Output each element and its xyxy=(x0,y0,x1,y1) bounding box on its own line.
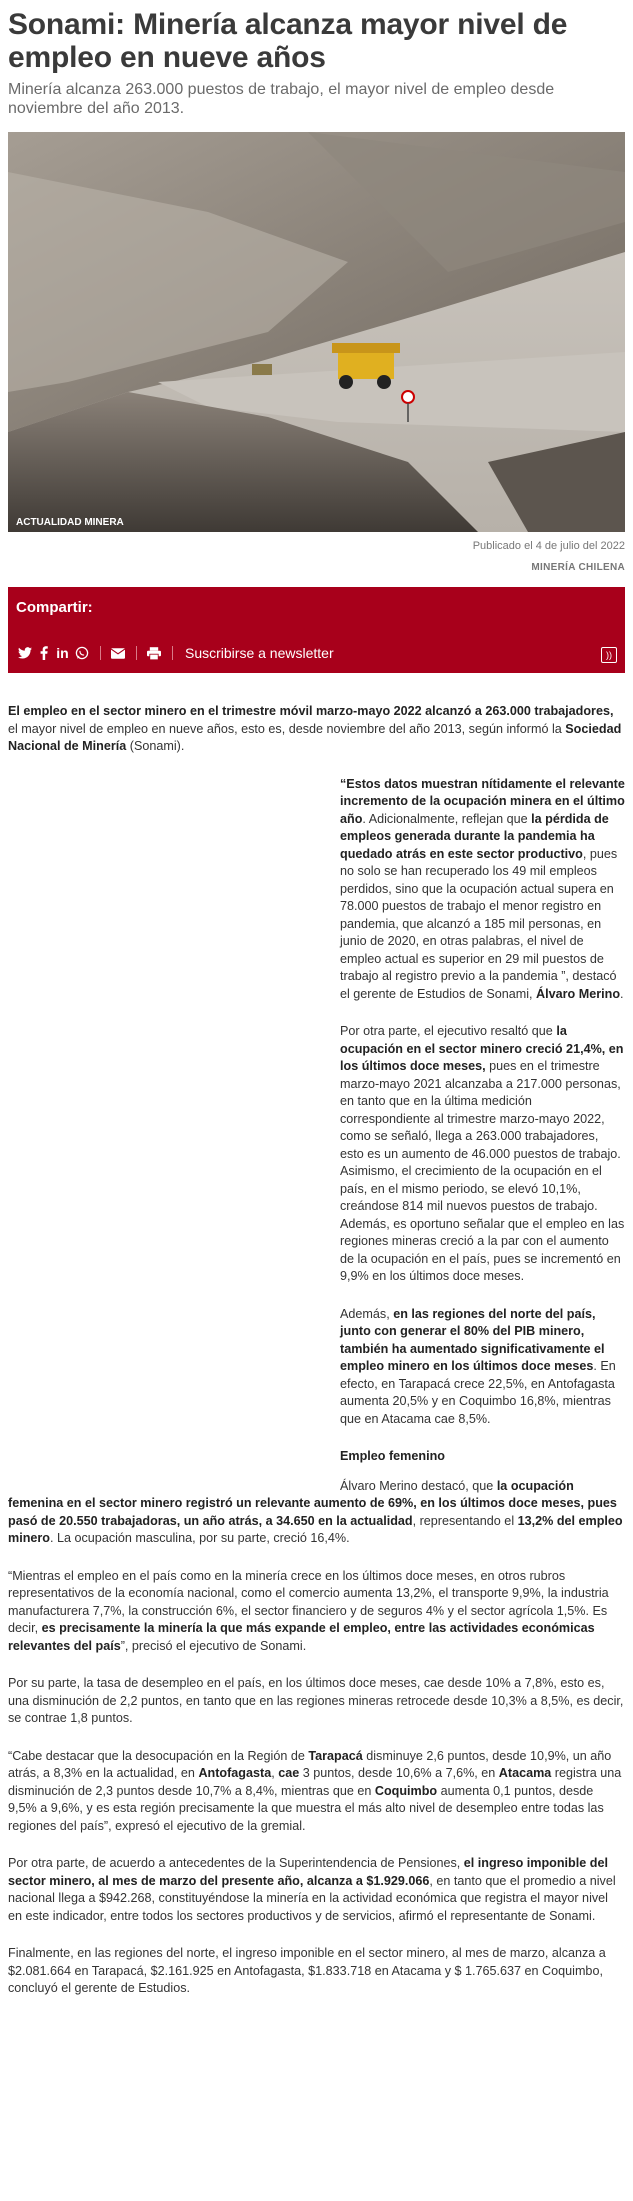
subheading-empleo-femenino: Empleo femenino xyxy=(340,1449,445,1463)
rss-icon[interactable]: )) xyxy=(601,647,617,663)
article-body xyxy=(0,703,633,1998)
publish-date: Publicado el 4 de julio del 2022 xyxy=(472,540,625,552)
paragraph-1: El empleo en el sector minero en el trimestre móvil marzo-mayo 2022 alcanzó a 263.000 trabajadores, el mayor nivel de empleo en nueve años, esto es, desde noviembre del año 2013, según informó la Sociedad Nacional de Minería (Sonami). xyxy=(8,704,622,753)
paragraph-5: Álvaro Merino destacó, que la ocupación femenina en el sector minero registró un relevante aumento de 69%, en los últimos doce meses, pues pasó de 20.550 trabajadoras, un año atrás, a 34.650 en la actualidad, representando el 13,2% del empleo minero. La ocupación masculina, por su parte, creció 16,4%. xyxy=(8,1478,623,1545)
share-title: Compartir: xyxy=(16,599,93,616)
share-divider xyxy=(100,646,101,660)
paragraph-3: Por otra parte, el ejecutivo resaltó que la ocupación en el sector minero creció 21,4%, en los últimos doce meses, pues en el trimestre marzo-mayo 2021 alcanzaba a 217.000 personas, en tanto que en la última medición correspondiente al trimestre marzo-mayo 2022, como se señaló, llega a 263.000 trabajadores, esto es un aumento de 46.000 puestos de trabajo. Asimismo, el crecimiento de la ocupación en el país, en el mismo periodo, se elevó 10,1%, creándose 814 mil nuevos puestos de trabajo. Además, es oportuno señalar que el empleo en las regiones mineras creció a la par con el aumento de la ocupación en el país, pues se incrementó en 9,9% en los últimos doce meses. xyxy=(340,1024,625,1283)
newsletter-link[interactable]: Suscribirse a newsletter xyxy=(185,645,334,661)
section-link[interactable]: MINERÍA CHILENA xyxy=(531,562,625,573)
article-subtitle: Minería alcanza 263.000 puestos de trabajo, el mayor nivel de empleo desde noviembre del año 2013. xyxy=(8,81,555,117)
facebook-icon[interactable] xyxy=(35,646,52,660)
linkedin-icon[interactable]: in xyxy=(56,645,69,661)
article-title: Sonami: Minería alcanza mayor nivel de empleo en nueve años xyxy=(8,8,568,74)
hero-image xyxy=(8,132,625,532)
twitter-icon[interactable] xyxy=(16,647,33,659)
share-divider xyxy=(136,646,137,660)
paragraph-9: Por otra parte, de acuerdo a antecedentes de la Superintendencia de Pensiones, el ingreso imponible del sector minero, al mes de marzo del presente año, alcanza a $1.929.066, en tanto que el promedio a nivel nacional llega a $942.268, constituyéndose la minería en la actividad económica que registra el mayor nivel en este indicador, entre todos los sectores productivos y de servicios, afirmó el representante de Sonami. xyxy=(8,1856,616,1923)
share-actions xyxy=(16,645,334,661)
print-icon[interactable] xyxy=(145,647,162,660)
paragraph-2: “Estos datos muestran nítidamente el relevante incremento de la ocupación minera en el último año. Adicionalmente, reflejan que la pérdida de empleos generada durante la pandemia ha quedado atrás en este sector productivo, pues no solo se han recuperado los 49 mil empleos perdidos, sino que la ocupación actual supera en 78.000 puestos de trabajo el menor registro en pandemia, que alcanzó a 185 mil personas, en junio de 2020, en otras palabras, el nivel de empleo actual es superior en 29 mil puestos de trabajo al registro previo a la pandemia ”, destacó el gerente de Estudios de Sonami, Álvaro Merino. xyxy=(340,776,625,1001)
paragraph-6: “Mientras el empleo en el país como en la minería crece en los últimos doce meses, en otros rubros representativos de la economía nacional, como el comercio aumenta 13,2%, el transporte 9,9%, la industria manufacturera 7,7%, la construcción 6%, el sector financiero y de seguros 4% y el sector agrícola 1,5%. Es decir, es precisamente la minería la que más expande el empleo, entre las actividades económicas relevantes del país”, precisó el ejecutivo de Sonami. xyxy=(8,1568,609,1653)
whatsapp-icon[interactable] xyxy=(73,646,90,660)
paragraph-10: Finalmente, en las regiones del norte, el ingreso imponible en el sector minero, al mes de marzo, alcanza a $2.081.664 en Tarapacá, $2.161.925 en Antofagasta, $1.833.718 en Atacama y $ 1.765.637 en Coquimbo, concluyó el gerente de Estudios. xyxy=(8,1946,606,1995)
paragraph-8: “Cabe destacar que la desocupación en la Región de Tarapacá disminuye 2,6 puntos, desde 10,9%, un año atrás, a 8,3% en la actualidad, en Antofagasta, cae 3 puntos, desde 10,6% a 7,6%, en Atacama registra una disminución de 2,3 puntos desde 10,7% a 8,4%, mientras que en Coquimbo aumenta 0,1 puntos, desde 9,5% a 9,6%, y es esta región precisamente la que muestra el más alto nivel de desempleo entre todas las regiones del país”, expresó el ejecutivo de la gremial. xyxy=(8,1748,622,1833)
paragraph-7: Por su parte, la tasa de desempleo en el país, en los últimos doce meses, cae desde 10% a 7,8%, esto es, una disminución de 2,2 puntos, en tanto que en las regiones mineras retrocede desde 10,3% a 8,5%, es decir, se contrae 1,8 puntos. xyxy=(8,1676,624,1725)
paragraph-4: Además, en las regiones del norte del país, junto con generar el 80% del PIB minero, también ha aumentado significativamente el empleo minero en los últimos doce meses. En efecto, en Tarapacá crece 22,5%, en Antofagasta aumenta 20,5% y en Coquimbo 16,8%, mientras que en Atacama cae 8,5%. xyxy=(340,1306,616,1426)
email-icon[interactable] xyxy=(109,648,126,659)
share-bar xyxy=(8,587,625,673)
hero-caption: ACTUALIDAD MINERA xyxy=(16,517,124,528)
share-divider xyxy=(172,646,173,660)
